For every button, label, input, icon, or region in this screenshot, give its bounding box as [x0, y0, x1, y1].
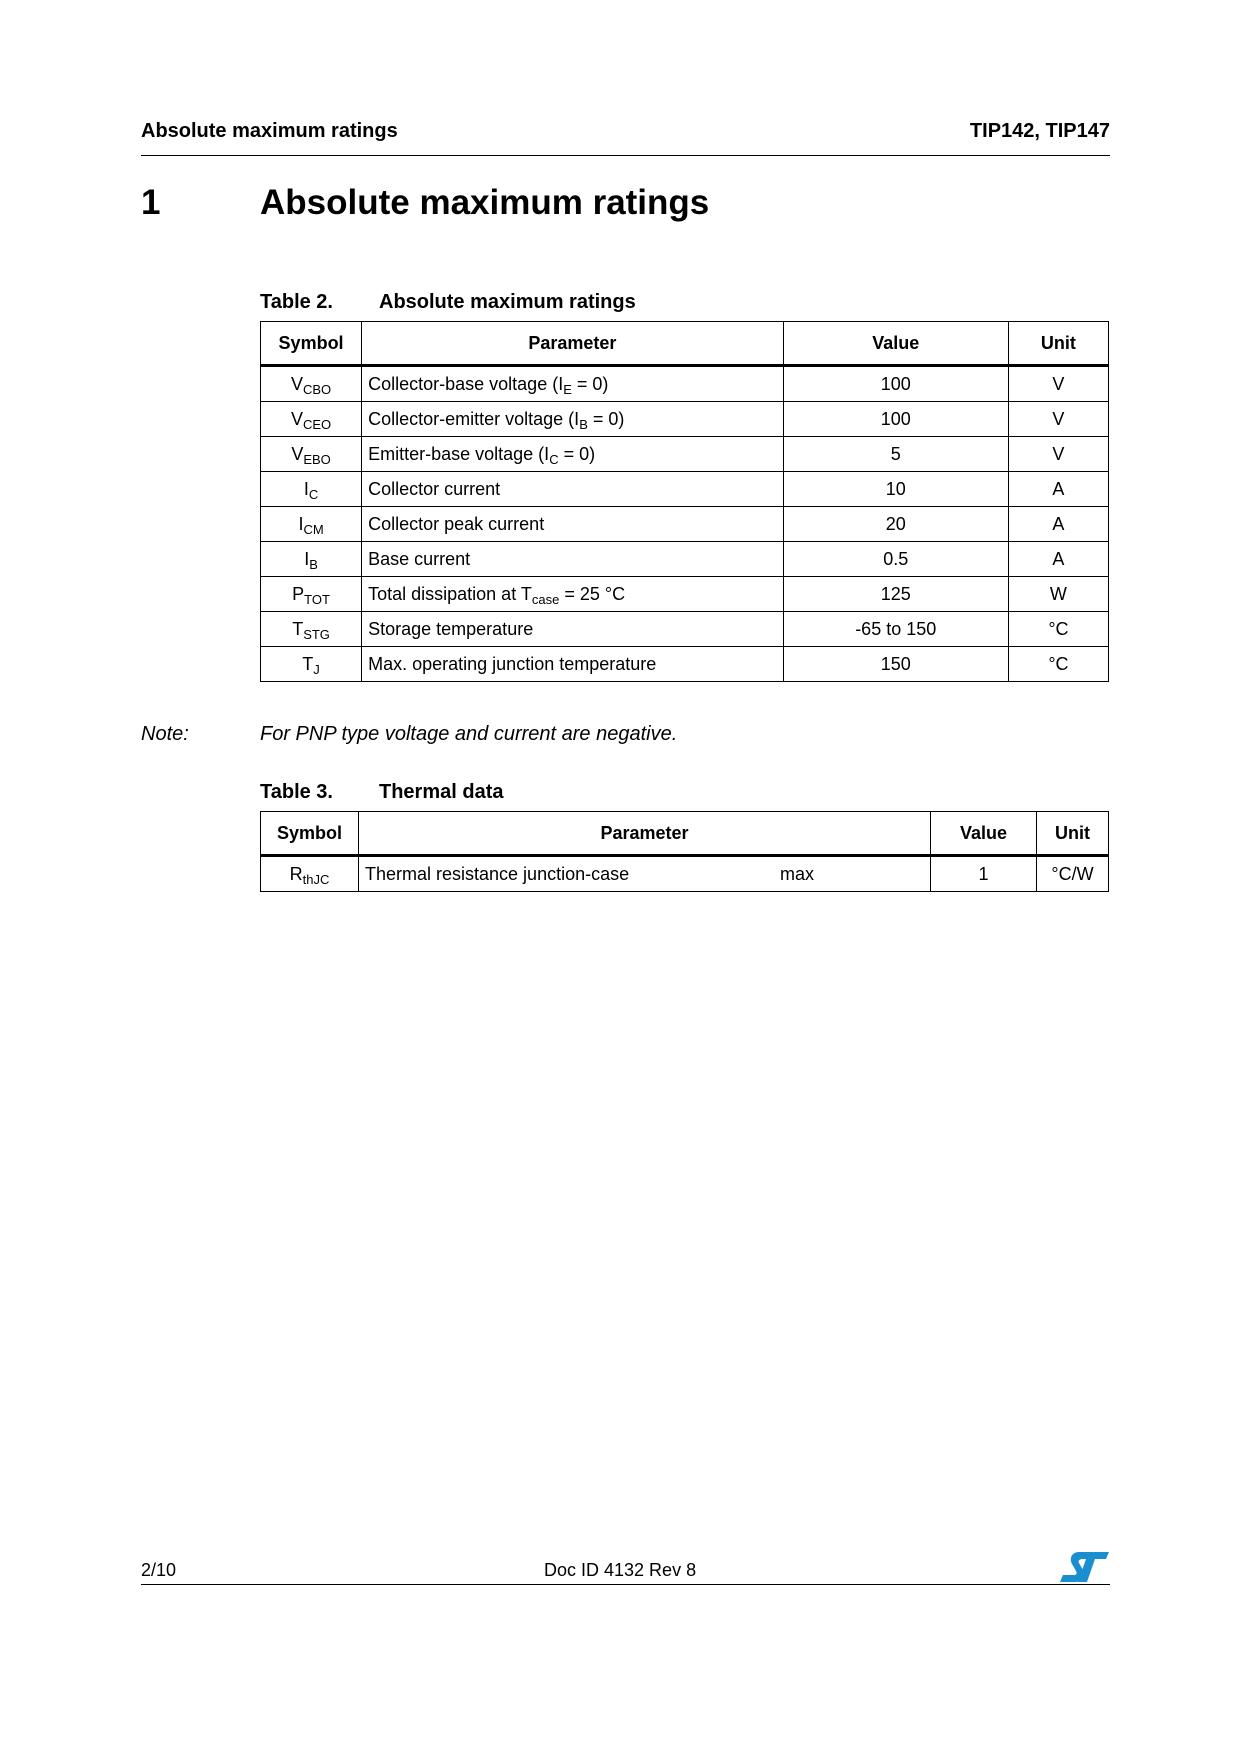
unit-cell: V — [1008, 402, 1108, 437]
table3-label: Table 3. — [260, 781, 333, 803]
note-label: Note: — [141, 723, 189, 745]
section-title: Absolute maximum ratings — [260, 183, 710, 222]
column-header-value: Value — [783, 322, 1008, 366]
unit-cell: A — [1008, 472, 1108, 507]
parameter-cell: Storage temperature — [362, 612, 783, 647]
unit-cell: V — [1008, 437, 1108, 472]
note-text: For PNP type voltage and current are negative. — [260, 723, 678, 745]
table-row — [261, 542, 1109, 577]
running-header-product: TIP142, TIP147 — [969, 120, 1110, 142]
value-cell: -65 to 150 — [783, 612, 1008, 647]
table-row — [261, 437, 1109, 472]
value-cell: 10 — [783, 472, 1008, 507]
parameter-cell: Base current — [362, 542, 783, 577]
column-header-value: Value — [931, 812, 1037, 856]
symbol-cell: $I_C$ — [261, 472, 362, 507]
table-header-row — [261, 322, 1109, 366]
symbol-cell: $P_{TOT}$ — [261, 577, 362, 612]
qualifier-max: max — [779, 863, 814, 884]
unit-cell: W — [1008, 577, 1108, 612]
table-row — [261, 366, 1109, 402]
unit-cell: °C — [1008, 612, 1108, 647]
value-cell: 20 — [783, 507, 1008, 542]
header-rule — [141, 155, 1110, 156]
parameter-cell: Collector current — [362, 472, 783, 507]
symbol-cell: $I_{CM}$ — [261, 507, 362, 542]
parameter-cell: Emitter-base voltage $(I_C = 0)$ — [362, 437, 783, 472]
value-cell: 125 — [783, 577, 1008, 612]
column-header-symbol: Symbol — [261, 322, 362, 366]
column-header-unit: Unit — [1008, 322, 1108, 366]
table-header-row — [261, 812, 1109, 856]
parameter-cell: Collector peak current — [362, 507, 783, 542]
symbol-cell: $V_{EBO}$ — [261, 437, 362, 472]
parameter-cell: Total dissipation at $T_{case} = 25$ °C — [362, 577, 783, 612]
unit-cell: °C — [1008, 647, 1108, 682]
st-logo-shape — [1060, 1552, 1109, 1582]
table-row — [261, 856, 1109, 892]
parameter-cell: Collector-base voltage $(I_E = 0)$ — [362, 366, 783, 402]
value-cell: 150 — [783, 647, 1008, 682]
running-header-section: Absolute maximum ratings — [141, 120, 398, 142]
column-header-parameter: Parameter — [362, 322, 783, 366]
page-number: 2/10 — [141, 1560, 177, 1580]
thermal-data-table — [260, 811, 1109, 892]
table2-label: Table 2. — [260, 291, 333, 313]
table-row — [261, 647, 1109, 682]
section-number: 1 — [141, 183, 161, 222]
value-cell: 100 — [783, 366, 1008, 402]
symbol-cell: $V_{CBO}$ — [261, 366, 362, 402]
column-header-unit: Unit — [1037, 812, 1109, 856]
value-cell: 5 — [783, 437, 1008, 472]
symbol-cell: $T_J$ — [261, 647, 362, 682]
table-row — [261, 472, 1109, 507]
column-header-parameter: Parameter — [359, 812, 931, 856]
value-cell: 0.5 — [783, 542, 1008, 577]
unit-cell: A — [1008, 507, 1108, 542]
symbol-cell: $I_B$ — [261, 542, 362, 577]
symbol-cell: $R_{thJC}$ — [261, 856, 359, 892]
parameter-cell: Max. operating junction temperature — [362, 647, 783, 682]
table-row — [261, 507, 1109, 542]
value-cell: 1 — [931, 856, 1037, 892]
absolute-maximum-ratings-table — [260, 321, 1109, 682]
document-id: Doc ID 4132 Rev 8 — [544, 1560, 697, 1580]
footer-rule — [141, 1584, 1110, 1585]
unit-cell: °C/W — [1037, 856, 1109, 892]
table2-title: Absolute maximum ratings — [379, 291, 636, 313]
symbol-cell: $T_{STG}$ — [261, 612, 362, 647]
value-cell: 100 — [783, 402, 1008, 437]
unit-cell: V — [1008, 366, 1108, 402]
table-row — [261, 612, 1109, 647]
parameter-cell: Thermal resistance junction-case max — [359, 856, 931, 892]
column-header-symbol: Symbol — [261, 812, 359, 856]
symbol-cell: $V_{CEO}$ — [261, 402, 362, 437]
unit-cell: A — [1008, 542, 1108, 577]
parameter-cell: Collector-emitter voltage $(I_B = 0)$ — [362, 402, 783, 437]
st-logo-icon — [1059, 1551, 1110, 1583]
table-row — [261, 577, 1109, 612]
table3-title: Thermal data — [379, 781, 504, 803]
table-row — [261, 402, 1109, 437]
